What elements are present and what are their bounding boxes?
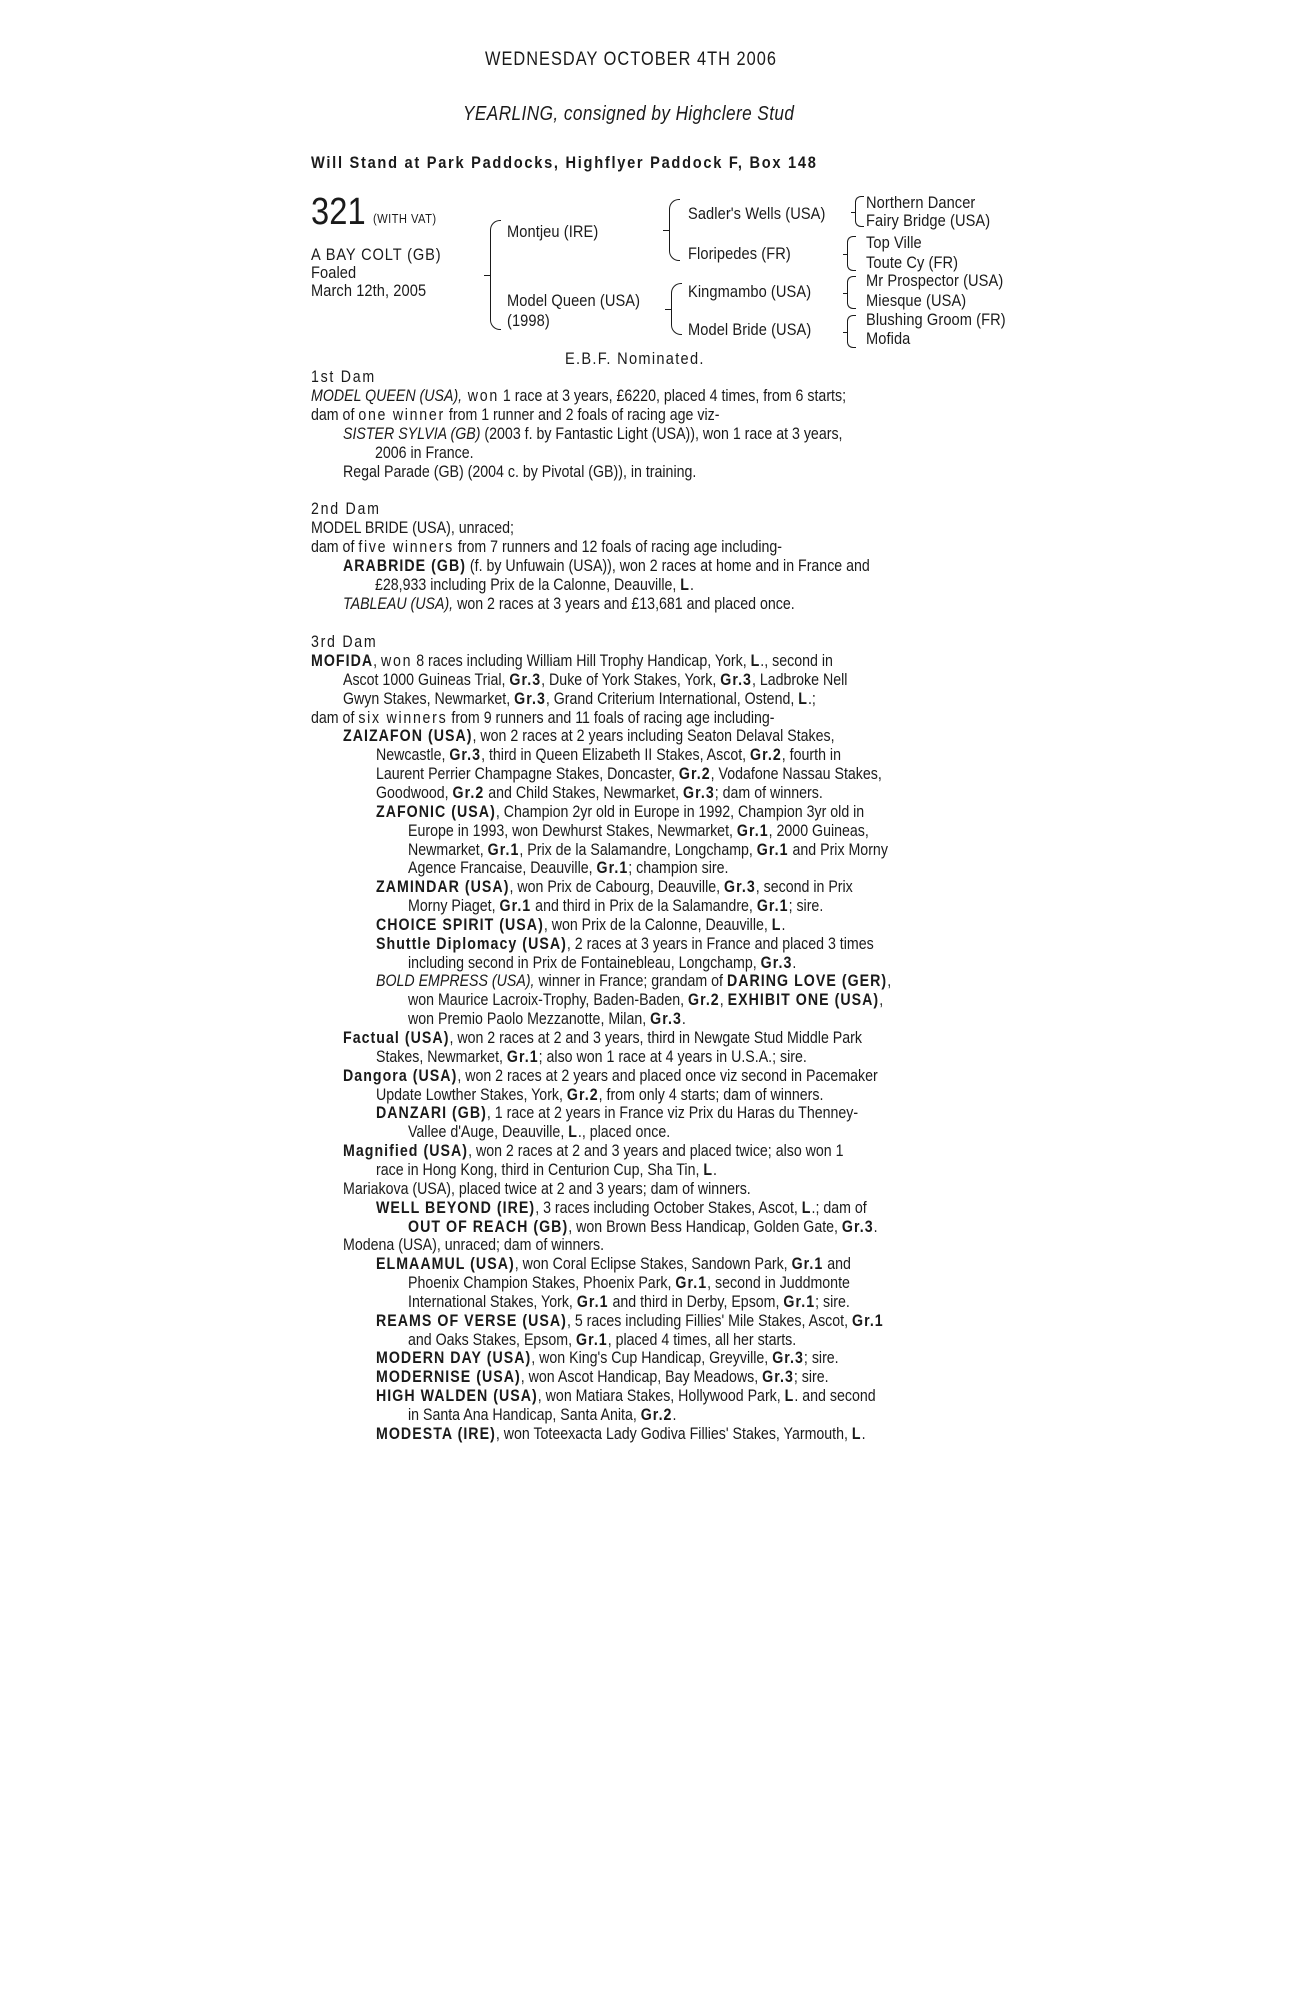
- entry-text: Stakes, Newmarket,: [376, 1047, 507, 1066]
- pedigree-entry-line: [408, 1406, 676, 1425]
- pedigree-entry-line: [376, 1255, 851, 1274]
- entry-text: , Vodafone Nassau Stakes,: [710, 765, 882, 784]
- pedigree-entry-line: [376, 878, 853, 897]
- highlighted-name: L: [798, 689, 808, 708]
- highlighted-name: L: [851, 1424, 862, 1443]
- sire-dam-name: Floripedes (FR): [688, 244, 791, 263]
- entry-text: including second in Prix de Fontainebleau, Longchamp,: [408, 953, 761, 972]
- highlighted-name: HIGH WALDEN (USA): [376, 1387, 538, 1406]
- entry-text: .: [681, 1010, 686, 1029]
- highlighted-name: Shuttle Diplomacy (USA): [376, 934, 567, 953]
- highlighted-name: L: [703, 1160, 714, 1179]
- entry-text: Morny Piaget,: [408, 897, 500, 916]
- entry-text: , 3 races including October Stakes, Ascot,: [535, 1198, 802, 1217]
- entry-text: , won 2 races at 2 and 3 years and placed twice; also won 1: [468, 1142, 844, 1161]
- pedigree-entry-line: [408, 1293, 850, 1312]
- highlighted-name: Gr.1: [575, 1330, 608, 1349]
- entry-text: ; sire.: [788, 897, 824, 916]
- entry-text: ., placed once.: [577, 1123, 671, 1142]
- entry-text: .: [861, 1424, 866, 1443]
- entry-text: ,: [887, 972, 892, 991]
- highlighted-name: Gr.3: [841, 1217, 874, 1236]
- highlighted-name: Gr.2: [566, 1085, 599, 1104]
- pedigree-entry-line: [343, 671, 847, 690]
- entry-text: , from only 4 starts; dam of winners.: [598, 1085, 824, 1104]
- dam2-line: £28,933 including Prix de la Calonne, Deauville, L.: [375, 576, 694, 594]
- pedigree-entry-line: [408, 1218, 878, 1237]
- dam-sire-name: Kingmambo (USA): [688, 282, 812, 301]
- pedigree-entry-line: [343, 727, 835, 746]
- g-brace-1: [855, 196, 864, 227]
- highlighted-name: Gr.3: [509, 670, 542, 689]
- entry-text: , placed 4 times, all her starts.: [607, 1330, 797, 1349]
- entry-text: , won Prix de Cabourg, Deauville,: [509, 878, 725, 897]
- entry-text: winner in France; grandam of: [534, 972, 727, 991]
- entry-text: .: [781, 915, 786, 934]
- sire-sire-name: Sadler's Wells (USA): [688, 204, 826, 223]
- pedigree-entry-line: [376, 1048, 807, 1067]
- entry-text: , won Matiara Stakes, Hollywood Park,: [537, 1387, 785, 1406]
- pedigree-entry-line: [408, 897, 823, 916]
- pedigree-entry-line: [376, 1104, 858, 1123]
- entry-text: , won 2 races at 2 years including Seaton Delaval Stakes,: [472, 727, 835, 746]
- sire-name: Montjeu (IRE): [507, 222, 599, 241]
- ancestor-mofida: Mofida: [866, 329, 911, 348]
- entry-text: , Duke of York Stakes, York,: [541, 670, 721, 689]
- entry-text: .; dam of: [811, 1198, 867, 1217]
- pedigree-entry-line: [343, 1029, 862, 1048]
- ancestor-fairy-bridge: Fairy Bridge (USA): [866, 211, 991, 230]
- entry-text: , won Ascot Handicap, Bay Meadows,: [520, 1368, 763, 1387]
- entry-text: BOLD EMPRESS (USA),: [376, 972, 535, 991]
- ancestor-top-ville: Top Ville: [866, 233, 922, 252]
- entry-text: won: [381, 652, 413, 670]
- highlighted-name: L: [784, 1387, 795, 1406]
- dam2-line: ARABRIDE (GB) (f. by Unfuwain (USA)), won 2 races at home and in France and: [343, 557, 870, 575]
- ancestor-northern-dancer: Northern Dancer: [866, 193, 976, 212]
- entry-text: Agence Francaise, Deauville,: [408, 859, 597, 878]
- dam1-line: 2006 in France.: [375, 444, 474, 462]
- pedigree-entry-line: [408, 991, 883, 1010]
- highlighted-name: L: [568, 1123, 578, 1142]
- highlighted-name: DANZARI (GB): [376, 1104, 487, 1123]
- highlighted-name: MODERN DAY (USA): [376, 1349, 532, 1368]
- ancestor-blushing-groom: Blushing Groom (FR): [866, 310, 1006, 329]
- entry-text: , won King's Cup Handicap, Greyville,: [531, 1349, 773, 1368]
- pedigree-main-brace: [490, 220, 501, 330]
- highlighted-name: REAMS OF VERSE (USA): [376, 1311, 567, 1330]
- highlighted-name: Gr.1: [791, 1255, 824, 1274]
- entry-text: Mariakova (USA), placed twice at 2 and 3 years; dam of winners.: [343, 1179, 751, 1198]
- consignment-line: YEARLING, consigned by Highclere Stud: [463, 103, 795, 125]
- highlighted-name: Gr.3: [772, 1349, 804, 1368]
- entry-text: dam of: [311, 708, 359, 727]
- g-brace-2: [847, 236, 856, 271]
- highlighted-name: ZAFONIC (USA): [376, 802, 496, 821]
- entry-text: Laurent Perrier Champagne Stakes, Doncaster,: [376, 765, 679, 784]
- entry-text: and third in Prix de la Salamandre,: [531, 897, 757, 916]
- pedigree-entry-line: [376, 1349, 839, 1368]
- dam1-line: dam of one winner from 1 runner and 2 foals of racing age viz-: [311, 406, 720, 424]
- highlighted-name: Gr.3: [514, 689, 546, 708]
- pedigree-entry-line: [376, 803, 864, 822]
- dam-dam-name: Model Bride (USA): [688, 320, 812, 339]
- entry-text: .: [672, 1406, 677, 1424]
- section-heading: 2nd Dam: [311, 500, 381, 518]
- dam1-line: Regal Parade (GB) (2004 c. by Pivotal (GB)), in training.: [343, 463, 697, 481]
- pedigree-entry-line: [408, 859, 728, 878]
- pedigree-entry-line: [343, 1180, 751, 1199]
- pedigree-entry-line: [408, 841, 888, 860]
- highlighted-name: Gr.3: [760, 953, 793, 972]
- highlighted-name: Gr.2: [678, 765, 711, 784]
- entry-text: , Ladbroke Nell: [751, 670, 848, 689]
- entry-text: , 2000 Guineas,: [768, 821, 869, 840]
- highlighted-name: ZAIZAFON (USA): [343, 727, 473, 746]
- pedigree-entry-line: [376, 1086, 823, 1105]
- third-dam-section: [311, 633, 1271, 1473]
- highlighted-name: Gr.2: [452, 783, 485, 802]
- ebf-nomination: E.B.F. Nominated.: [565, 349, 705, 368]
- pedigree-entry-line: [376, 935, 874, 954]
- highlighted-name: Gr.1: [506, 1047, 539, 1066]
- foaled-date: March 12th, 2005: [311, 281, 427, 300]
- highlighted-name: Gr.1: [756, 840, 789, 859]
- highlighted-name: MODERNISE (USA): [376, 1368, 521, 1387]
- highlighted-name: ELMAAMUL (USA): [376, 1255, 515, 1274]
- entry-text: ; also won 1 race at 4 years in U.S.A.; sire.: [538, 1047, 807, 1066]
- entry-text: Modena (USA), unraced; dam of winners.: [343, 1236, 605, 1255]
- highlighted-name: MODESTA (IRE): [376, 1424, 496, 1443]
- highlighted-name: Gr.1: [736, 821, 769, 840]
- stand-location: Will Stand at Park Paddocks, Highflyer Paddock F, Box 148: [311, 153, 818, 172]
- g-brace-3: [847, 276, 856, 309]
- pedigree-entry-line: [376, 1387, 876, 1406]
- entry-text: , Prix de la Salamandre, Longchamp,: [519, 840, 757, 859]
- pedigree-entry-line: [343, 690, 816, 709]
- highlighted-name: Gr.3: [683, 783, 715, 802]
- pedigree-entry-line: [408, 954, 796, 973]
- highlighted-name: Gr.2: [640, 1406, 673, 1424]
- highlighted-name: ZAMINDAR (USA): [376, 878, 510, 897]
- entry-text: ; sire.: [803, 1349, 839, 1368]
- entry-text: .: [873, 1217, 878, 1236]
- highlighted-name: Gr.2: [750, 746, 782, 765]
- entry-text: ,: [879, 991, 884, 1010]
- pedigree-entry-line: [376, 1368, 829, 1387]
- dam-brace: [671, 283, 682, 335]
- highlighted-name: Gr.1: [675, 1274, 708, 1293]
- pedigree-entry-line: [376, 1312, 884, 1331]
- g-brace-4: [847, 315, 856, 348]
- entry-text: and Oaks Stakes, Epsom,: [408, 1330, 576, 1349]
- highlighted-name: WELL BEYOND (IRE): [376, 1198, 536, 1217]
- entry-text: Update Lowther Stakes, York,: [376, 1085, 567, 1104]
- entry-text: Phoenix Champion Stakes, Phoenix Park,: [408, 1274, 676, 1293]
- pedigree-entry-line: [376, 1425, 866, 1444]
- entry-text: from 9 runners and 11 foals of racing age including-: [447, 708, 775, 727]
- dam-name: Model Queen (USA): [507, 291, 641, 310]
- entry-text: , won 2 races at 2 and 3 years, third in Newgate Stud Middle Park: [449, 1029, 862, 1047]
- pedigree-entry-line: [376, 784, 823, 803]
- highlighted-name: Magnified (USA): [343, 1142, 469, 1161]
- entry-text: , won Brown Bess Handicap, Golden Gate,: [568, 1217, 842, 1236]
- pedigree-entry-line: [376, 916, 785, 935]
- pedigree-entry-line: [408, 1123, 670, 1142]
- pedigree-entry-line: [376, 1199, 867, 1218]
- highlighted-name: Gr.3: [762, 1368, 794, 1387]
- entry-text: ; champion sire.: [628, 859, 729, 878]
- dam1-line: SISTER SYLVIA (GB) (2003 f. by Fantastic Light (USA)), won 1 race at 3 years,: [343, 425, 843, 443]
- highlighted-name: Gr.1: [756, 897, 789, 916]
- entry-text: Goodwood,: [376, 783, 453, 802]
- highlighted-name: OUT OF REACH (GB): [408, 1217, 569, 1236]
- entry-text: ; dam of winners.: [714, 783, 823, 802]
- highlighted-name: L: [801, 1198, 812, 1217]
- entry-text: ,: [719, 991, 728, 1010]
- ancestor-miesque: Miesque (USA): [866, 291, 967, 310]
- entry-text: , won Toteexacta Lady Godiva Fillies' Stakes, Yarmouth,: [495, 1424, 852, 1443]
- vat-note: (WITH VAT): [373, 211, 437, 226]
- entry-text: Newmarket,: [408, 840, 488, 859]
- entry-text: and Prix Morny: [788, 840, 888, 859]
- highlighted-name: Gr.3: [720, 670, 752, 689]
- entry-text: .: [792, 953, 797, 972]
- pedigree-entry-line: [343, 1142, 844, 1161]
- entry-text: ,: [373, 652, 382, 670]
- entry-text: ., second in: [760, 652, 833, 670]
- highlighted-name: Gr.3: [650, 1010, 682, 1029]
- entry-text: six winners: [358, 708, 448, 727]
- entry-text: .;: [807, 689, 816, 708]
- entry-text: , third in Queen Elizabeth II Stakes, Ascot,: [481, 746, 751, 765]
- entry-text: in Santa Ana Handicap, Santa Anita,: [408, 1406, 641, 1424]
- entry-text: and: [823, 1255, 851, 1274]
- second-dam-section: [311, 500, 1271, 620]
- pedigree-entry-line: [343, 1067, 878, 1086]
- entry-text: , won Coral Eclipse Stakes, Sandown Park,: [514, 1255, 792, 1274]
- entry-text: Ascot 1000 Guineas Trial,: [343, 670, 510, 689]
- entry-text: won Maurice Lacroix-Trophy, Baden-Baden,: [408, 991, 688, 1010]
- section-heading: 3rd Dam: [311, 633, 378, 651]
- entry-text: Newcastle,: [376, 746, 450, 765]
- entry-text: , 5 races including Fillies' Mile Stakes, Ascot,: [566, 1311, 852, 1330]
- highlighted-name: Gr.3: [449, 746, 482, 765]
- entry-text: , Grand Criterium International, Ostend,: [545, 689, 799, 708]
- highlighted-name: CHOICE SPIRIT (USA): [376, 915, 544, 934]
- dam2-line: TABLEAU (USA), won 2 races at 3 years and £13,681 and placed once.: [343, 595, 795, 613]
- ancestor-mr-prospector: Mr Prospector (USA): [866, 271, 1004, 290]
- entry-text: ; sire.: [793, 1368, 829, 1387]
- pedigree-entry-line: [408, 1274, 850, 1293]
- entry-text: Gwyn Stakes, Newmarket,: [343, 689, 515, 708]
- sire-brace: [669, 199, 680, 261]
- highlighted-name: L: [750, 652, 761, 670]
- entry-text: International Stakes, York,: [408, 1292, 577, 1311]
- pedigree-entry-line: [408, 1010, 686, 1029]
- highlighted-name: DARING LOVE (GER): [726, 972, 888, 991]
- entry-text: , second in Prix: [755, 878, 853, 897]
- entry-text: Vallee d'Auge, Deauville,: [408, 1123, 569, 1142]
- entry-text: . and second: [794, 1387, 876, 1406]
- foaled-label: Foaled: [311, 263, 357, 282]
- pedigree-entry-line: [311, 652, 833, 671]
- entry-text: and Child Stakes, Newmarket,: [484, 783, 684, 802]
- entry-text: , won Prix de la Calonne, Deauville,: [543, 915, 772, 934]
- ancestor-toute-cy: Toute Cy (FR): [866, 253, 959, 272]
- pedigree-entry-line: [376, 1161, 717, 1180]
- highlighted-name: Gr.1: [487, 840, 520, 859]
- pedigree-entry-line: [376, 972, 891, 991]
- entry-text: , 1 race at 2 years in France viz Prix du Haras du Thenney-: [486, 1104, 859, 1123]
- dam2-line: MODEL BRIDE (USA), unraced;: [311, 519, 514, 537]
- highlighted-name: MOFIDA: [311, 652, 374, 670]
- first-dam-section: [311, 368, 1271, 488]
- entry-text: race in Hong Kong, third in Centurion Cup, Sha Tin,: [376, 1160, 704, 1179]
- lot-number: 321: [311, 191, 366, 233]
- highlighted-name: Gr.1: [783, 1292, 816, 1311]
- pedigree-entry-line: [376, 765, 882, 784]
- dam2-line: dam of five winners from 7 runners and 12 foals of racing age including-: [311, 538, 783, 556]
- highlighted-name: Gr.3: [724, 878, 756, 897]
- entry-text: , won 2 races at 2 years and placed once viz second in Pacemaker: [457, 1066, 878, 1085]
- entry-text: .: [713, 1160, 718, 1179]
- highlighted-name: Gr.1: [499, 897, 532, 916]
- highlighted-name: Gr.1: [596, 859, 629, 878]
- highlighted-name: Factual (USA): [343, 1029, 450, 1047]
- entry-text: and third in Derby, Epsom,: [608, 1292, 784, 1311]
- pedigree-entry-line: [311, 709, 775, 728]
- entry-text: ; sire.: [815, 1292, 850, 1311]
- entry-text: , second in Juddmonte: [707, 1274, 850, 1293]
- entry-text: , 2 races at 3 years in France and placed 3 times: [566, 934, 874, 953]
- highlighted-name: Dangora (USA): [343, 1066, 458, 1085]
- highlighted-name: Gr.1: [576, 1292, 609, 1311]
- highlighted-name: Gr.2: [687, 991, 720, 1010]
- entry-text: , Champion 2yr old in Europe in 1992, Champion 3yr old in: [495, 802, 865, 821]
- entry-text: Europe in 1993, won Dewhurst Stakes, Newmarket,: [408, 821, 737, 840]
- pedigree-entry-line: [376, 746, 841, 765]
- dam1-line: MODEL QUEEN (USA), won 1 race at 3 years, £6220, placed 4 times, from 6 starts;: [311, 387, 847, 405]
- dam-year: (1998): [507, 311, 550, 330]
- entry-text: 8 races including William Hill Trophy Handicap, York,: [412, 652, 751, 670]
- lot-description: A BAY COLT (GB): [311, 245, 442, 264]
- section-heading: 1st Dam: [311, 368, 376, 386]
- entry-text: , fourth in: [781, 746, 841, 765]
- highlighted-name: EXHIBIT ONE (USA): [727, 991, 880, 1010]
- sale-date: WEDNESDAY OCTOBER 4TH 2006: [485, 49, 777, 70]
- pedigree-entry-line: [343, 1236, 604, 1255]
- highlighted-name: Gr.1: [851, 1311, 884, 1330]
- pedigree-entry-line: [408, 1331, 796, 1350]
- pedigree-entry-line: [408, 822, 869, 841]
- entry-text: won Premio Paolo Mezzanotte, Milan,: [408, 1010, 651, 1029]
- highlighted-name: L: [771, 915, 782, 934]
